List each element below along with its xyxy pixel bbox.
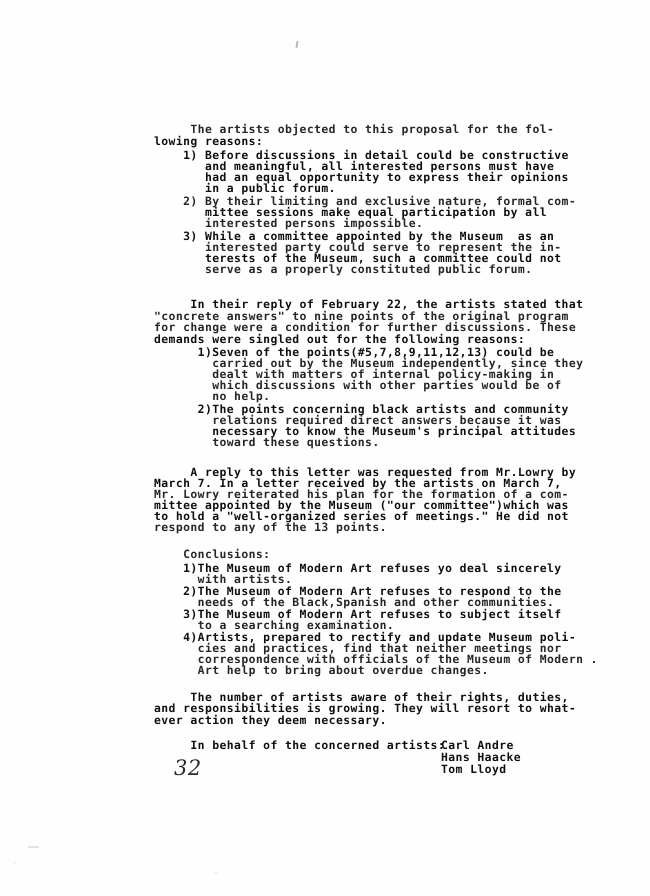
- list-item-line: necessary to know the Museum's principal attitudes: [154, 424, 577, 438]
- conclusion-line: 2)The Museum of Modern Art refuses to respond to the: [154, 584, 562, 598]
- paragraph-line: The artists objected to this proposal for the fol-: [154, 122, 555, 136]
- paragraph-line: A reply to this letter was requested from Mr.Lowry by: [154, 465, 577, 479]
- list-item-line: 3) While a committee appointed by the Museum as an: [154, 229, 555, 243]
- signatory-name: Hans Haacke: [441, 750, 522, 764]
- paragraph-line: March 7. In a letter received by the artists on March 7,: [154, 476, 562, 490]
- paragraph-line: mittee appointed by the Museum ("our committee")which was: [154, 498, 569, 512]
- conclusion-line: 3)The Museum of Modern Art refuses to subject itself: [154, 607, 562, 621]
- closing-line: In behalf of the concerned artists:: [154, 738, 446, 752]
- paragraph-line: and responsibilities is growing. They will resort to what-: [154, 701, 577, 715]
- list-item-line: terests of the Museum, such a committee could not: [154, 251, 562, 265]
- scan-speck-icon: [28, 846, 39, 848]
- list-item-line: carried out by the Museum independently, since they: [154, 356, 584, 370]
- conclusion-line: correspondence with officials of the Museum of Modern .: [154, 652, 598, 666]
- list-item-line: which discussions with other parties would be of: [154, 378, 562, 392]
- conclusion-line: 4)Artists, prepared to rectify and update Museum poli-: [154, 630, 577, 644]
- list-item-line: and meaningful, all interested persons must have: [154, 159, 555, 173]
- conclusion-line: 1)The Museum of Modern Art refuses yo deal sincerely: [154, 561, 562, 575]
- list-item-line: had an equal opportunity to express their opinions: [154, 170, 569, 184]
- list-item-line: interested persons impossible.: [154, 216, 424, 230]
- conclusion-line: Art help to bring about overdue changes.: [154, 663, 489, 677]
- paragraph-line: ever action they deem necessary.: [154, 713, 387, 727]
- list-item-line: 2) By their limiting and exclusive nature, formal com-: [154, 194, 577, 208]
- list-item-line: 2)The points concerning black artists and community: [154, 402, 569, 416]
- list-item-line: in a public forum.: [154, 181, 336, 195]
- paragraph-line: Mr. Lowry reiterated his plan for the formation of a com-: [154, 487, 569, 501]
- list-item-line: toward these questions.: [154, 435, 380, 449]
- scan-speck-icon: [214, 872, 218, 874]
- signatory-name: Carl Andre: [441, 738, 514, 752]
- paragraph-line: "concrete answers" to nine points of the original program: [154, 309, 569, 323]
- list-item-line: no help.: [154, 389, 271, 403]
- list-item-line: interested party could serve to represent the in-: [154, 240, 562, 254]
- conclusion-line: cies and practices, find that neither meetings nor: [154, 641, 562, 655]
- paragraph-line: for change were a condition for further discussions. These: [154, 320, 577, 334]
- paragraph-line: respond to any of the 13 points.: [154, 520, 387, 534]
- signatory-name: Tom Lloyd: [441, 762, 507, 776]
- page-number: 32: [174, 756, 202, 780]
- list-item-line: 1)Seven of the points(#5,7,8,9,11,12,13) could be: [154, 345, 555, 359]
- list-item-line: mittee sessions make equal participation by all: [154, 205, 547, 219]
- list-item-line: relations required direct answers because it was: [154, 413, 562, 427]
- paragraph-line: The number of artists aware of their rights, duties,: [154, 690, 569, 704]
- list-item-line: dealt with matters of internal policy-making in: [154, 367, 555, 381]
- conclusions-heading: Conclusions:: [154, 547, 271, 561]
- scan-speck-icon: [13, 861, 16, 864]
- paragraph-line: demands were singled out for the following reasons:: [154, 332, 526, 346]
- conclusion-line: with artists.: [154, 572, 293, 586]
- conclusion-line: needs of the Black,Spanish and other communities.: [154, 595, 555, 609]
- paragraph-line: to hold a "well-organized series of meetings." He did not: [154, 509, 569, 523]
- list-item-line: 1) Before discussions in detail could be constructive: [154, 148, 569, 162]
- list-item-line: serve as a properly constituted public forum.: [154, 262, 533, 276]
- conclusion-line: to a searching examination.: [154, 618, 395, 632]
- paragraph-line: lowing reasons:: [154, 134, 264, 148]
- paragraph-line: In their reply of February 22, the artists stated that: [154, 297, 584, 311]
